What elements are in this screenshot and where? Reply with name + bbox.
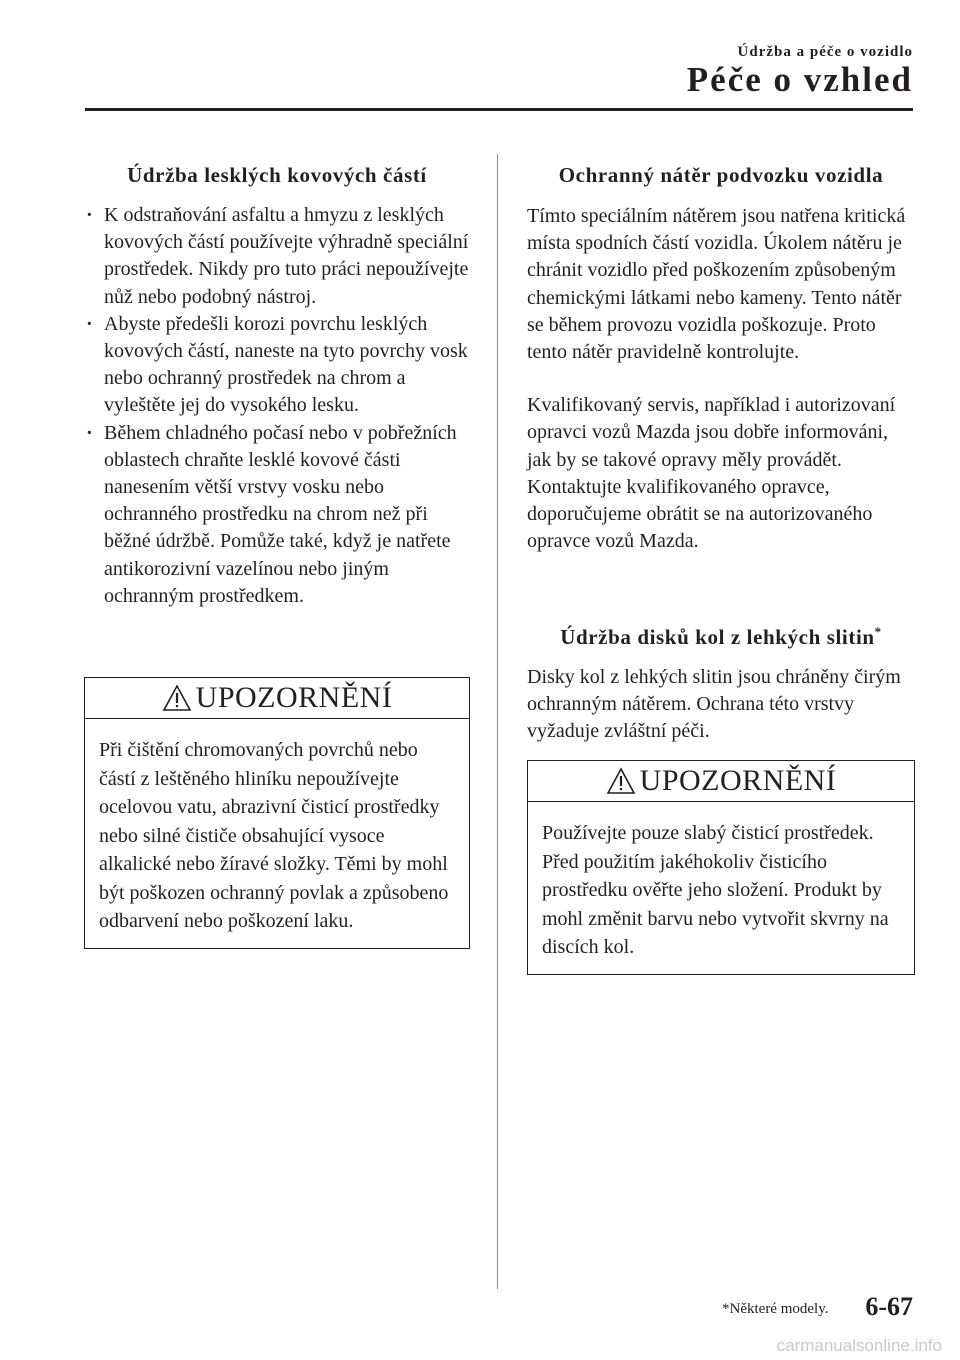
caution-text: Při čištění chromovaných povrchů nebo částí z leštěného hliníku nepoužívejte ocelovou vatu, abrazivní čisticí prostředky nebo silné čističe obsahující vysoce alkalické nebo žíravé složky. Těmi by mohl být poškozen ochranný povlak a způsobeno odbarvení nebo poškození laku. [99,739,449,932]
bullet-list [84,202,470,610]
caution-box [527,760,915,975]
section-title-alloy-wheels [527,617,915,652]
caution-label: UPOZORNĚNÍ [639,764,837,797]
header-rule [85,108,913,111]
caution-header [85,678,469,719]
paragraph: Kvalifikovaný servis, například i autorizovaní opravci vozů Mazda jsou dobře informováni, jak by se takové opravy měly provádět. Kontaktujte kvalifikovaného opravce, doporučujeme obrátit se na autorizovaného opravce vozů Mazda. [527,394,896,553]
list-item: · Během chladného počasí nebo v pobřežních oblastech chraňte lesklé kovové části nanesením větší vrstvy vosku nebo ochranného prostředku na chrom než při běžné údržbě. Pomůže také, když je natřete antikorozivní vazelínou nebo jiným ochranným prostředkem. [84,420,470,610]
list-item: · K odstraňování asfaltu a hmyzu z lesklých kovových částí používejte výhradně speciální prostředek. Nikdy pro tuto práci nepoužívejte nůž nebo podobný nástroj. [84,202,470,311]
caution-header [528,761,914,802]
footnote-marker: * [874,624,882,639]
list-item: · Abyste předešli korozi povrchu lesklých kovových částí, naneste na tyto povrchy vosk nebo ochranný prostředek na chrom a vyleštěte jej do vysokého lesku. [84,311,470,420]
page-title: Péče o vzhled [686,60,913,99]
warning-triangle-icon [606,767,636,795]
watermark: carmanualsonline.info [776,1336,942,1355]
footnote: *Některé modely. [722,1301,829,1317]
underbody-text [527,203,915,581]
warning-triangle-icon [162,684,192,712]
caution-label: UPOZORNĚNÍ [195,681,393,714]
caution-text: Používejte pouze slabý čisticí prostředek. Před použitím jakéhokoliv čisticího prostředku ověřte jeho složení. Produkt by mohl změnit barvu nebo vytvořit skvrny na discích kol. [542,822,889,958]
section-title-metal-parts: Údržba lesklých kovových částí [127,163,427,187]
paragraph: Tímto speciálním nátěrem jsou natřena kritická místa spodních částí vozidla. Úkolem nátěru je chránit vozidlo před poškozením způsobeným chemickými látkami nebo kameny. Tento nátěr se během provozu vozidla poškozuje. Proto tento nátěr pravidelně kontrolujte. [527,205,906,364]
caution-box [84,677,470,949]
page-number: 6-67 [865,1292,913,1321]
column-divider [497,154,498,1289]
section-title-underbody: Ochranný nátěr podvozku vozidla [558,163,884,187]
chapter-title: Údržba a péče o vozidlo [737,44,913,60]
section-title-text: Údržba disků kol z lehkých slitin [560,625,875,649]
alloy-wheels-text: Disky kol z lehkých slitin jsou chráněny čirým ochranným nátěrem. Ochrana této vrstvy vyžaduje zvláštní péči. [527,666,901,743]
